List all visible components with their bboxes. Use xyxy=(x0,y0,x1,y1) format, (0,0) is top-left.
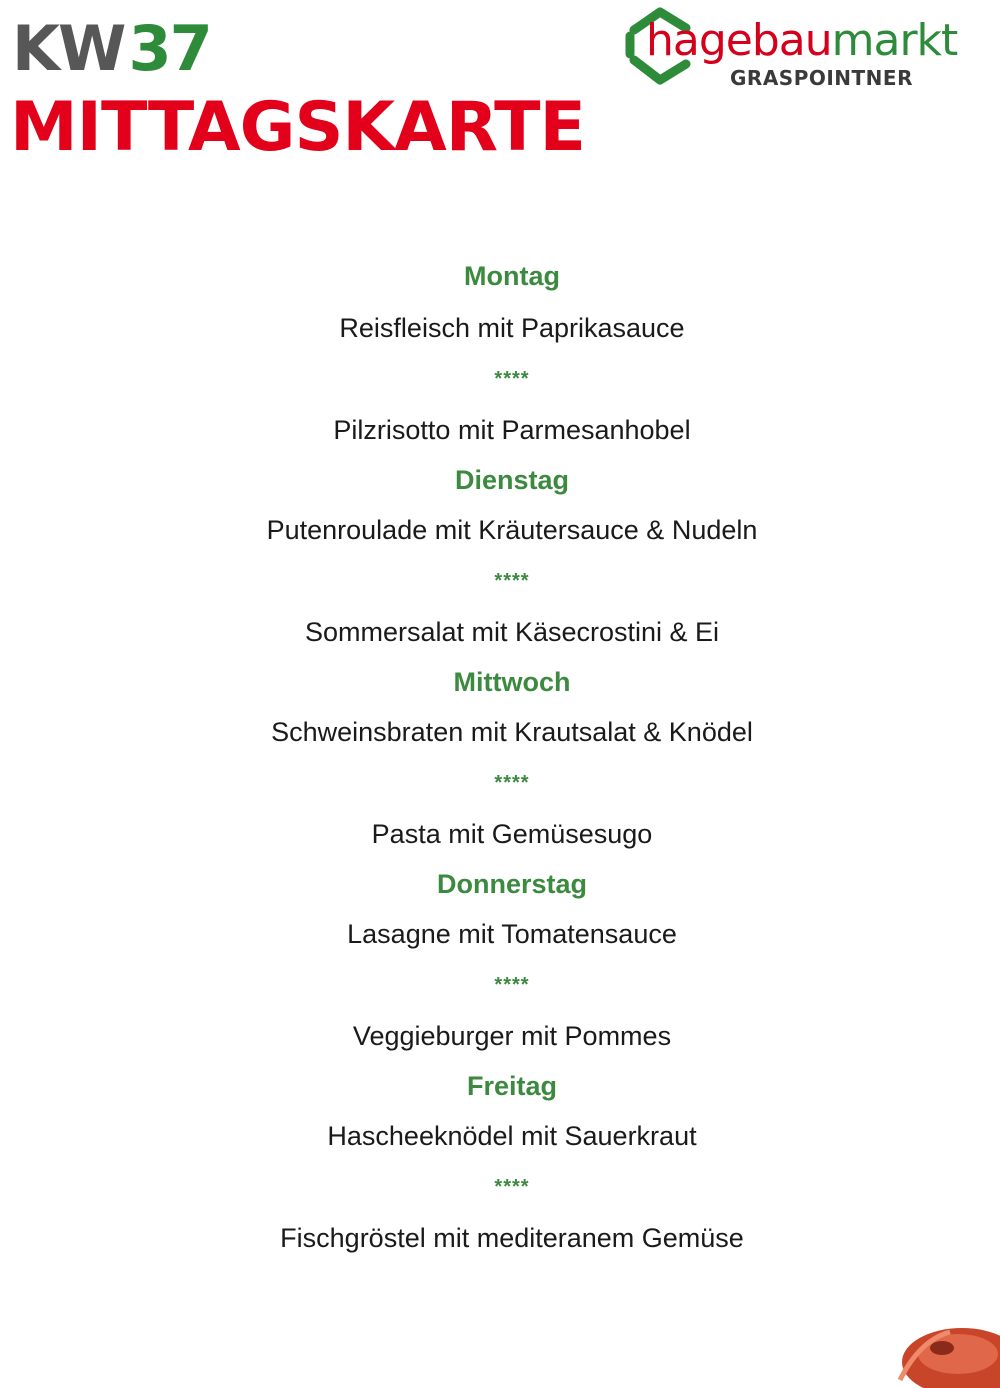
page-header xyxy=(0,0,1000,200)
logo-word-hagebau: hagebau xyxy=(646,15,832,66)
day-heading-mittwoch: Mittwoch xyxy=(453,667,571,697)
dish-dienstag-1: Putenroulade mit Kräutersauce & Nudeln xyxy=(266,515,758,545)
calendar-week-number: 37 xyxy=(128,12,211,85)
dish-separator: **** xyxy=(494,772,530,794)
weekly-menu xyxy=(0,244,1000,1258)
dish-montag-2: Pilzrisotto mit Parmesanhobel xyxy=(333,415,691,445)
dish-mittwoch-1: Schweinsbraten mit Krautsalat & Knödel xyxy=(271,717,753,747)
day-heading-montag: Montag xyxy=(464,261,560,291)
dish-separator: **** xyxy=(494,570,530,592)
dish-dienstag-2: Sommersalat mit Käsecrostini & Ei xyxy=(304,617,720,647)
logo-subtitle: GRASPOINTNER xyxy=(730,66,913,90)
dish-montag-1: Reisfleisch mit Paprikasauce xyxy=(339,313,685,343)
calendar-week-label: KW xyxy=(12,12,125,85)
dish-donnerstag-2: Veggieburger mit Pommes xyxy=(352,1021,672,1051)
logo-wordmark xyxy=(646,14,957,68)
hagebau-logo xyxy=(622,4,987,96)
dish-freitag-2: Fischgröstel mit mediteranem Gemüse xyxy=(280,1223,744,1253)
dish-separator: **** xyxy=(494,1176,530,1198)
day-heading-dienstag: Dienstag xyxy=(454,465,570,495)
dish-donnerstag-1: Lasagne mit Tomatensauce xyxy=(347,919,677,949)
dish-separator: **** xyxy=(494,974,530,996)
dish-mittwoch-2: Pasta mit Gemüsesugo xyxy=(371,819,653,849)
page-title: MITTAGSKARTE xyxy=(10,88,585,167)
calendar-week xyxy=(12,14,211,84)
dish-freitag-1: Hascheeknödel mit Sauerkraut xyxy=(327,1121,697,1151)
decorative-red-object-icon xyxy=(880,1310,1000,1388)
day-heading-donnerstag: Donnerstag xyxy=(436,869,588,899)
logo-word-markt: markt xyxy=(831,15,958,66)
day-heading-freitag: Freitag xyxy=(466,1071,558,1101)
dish-separator: **** xyxy=(494,368,530,390)
